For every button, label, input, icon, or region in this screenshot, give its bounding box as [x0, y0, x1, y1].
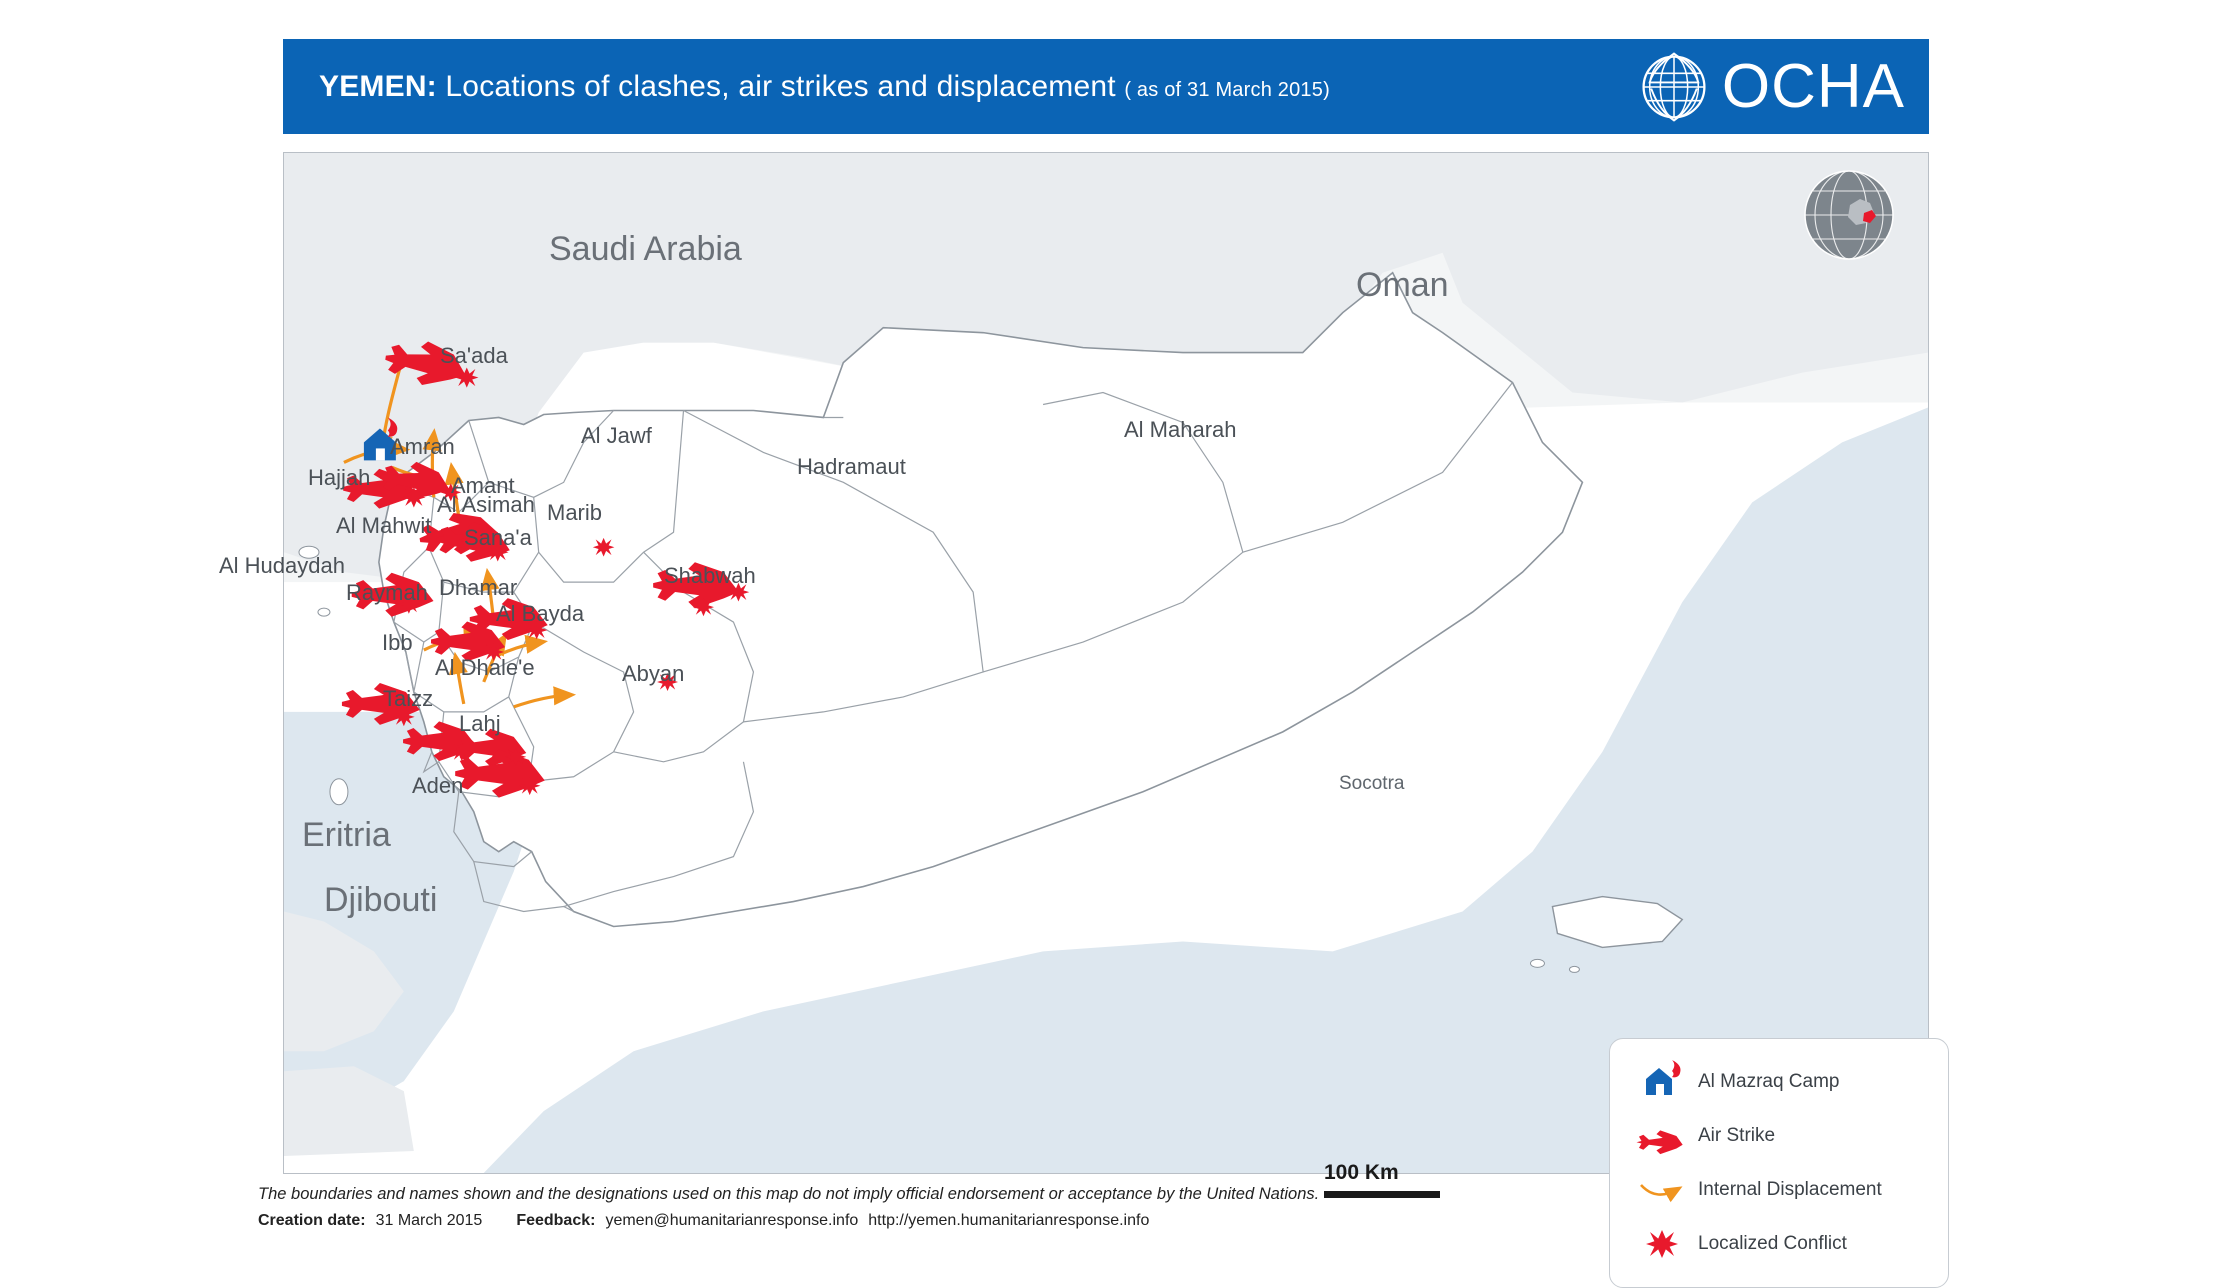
label-al-dhalee: Al Dhale'e	[435, 655, 535, 680]
label-al-jawf: Al Jawf	[581, 423, 652, 448]
ocha-logo	[1636, 49, 1905, 125]
footer-disclaimer: The boundaries and names shown and the designations used on this map do not imply official endorsement or acceptance by the United Nations.	[258, 1185, 1320, 1203]
un-emblem-icon	[1636, 49, 1712, 125]
legend-item-camp[interactable]	[1610, 1055, 1948, 1109]
label-al-mahwit: Al Mahwit	[336, 513, 432, 538]
label-marib: Marib	[547, 500, 603, 525]
label-djibouti: Djibouti	[324, 881, 438, 919]
scale-label: 100 Km	[1324, 1161, 1399, 1184]
feedback-email[interactable]: yemen@humanitarianresponse.info	[605, 1212, 859, 1229]
label-taizz: Taizz	[383, 686, 434, 711]
map-footer	[258, 1185, 1958, 1230]
label-al-bayda: Al Bayda	[496, 601, 585, 626]
legend-label-conflict: Localized Conflict	[1698, 1233, 1847, 1254]
globe-locator-inset	[1790, 161, 1908, 269]
label-sanaa: Sana'a	[464, 525, 532, 550]
title-subtitle: Locations of clashes, air strikes and displacement	[445, 69, 1116, 103]
label-hajjah: Hajjah	[308, 465, 371, 490]
label-raymah: Raymah	[346, 580, 428, 605]
label-saudi-arabia: Saudi Arabia	[549, 230, 742, 268]
feedback-label: Feedback:	[516, 1212, 596, 1229]
map-header	[283, 39, 1929, 134]
globe-icon	[1790, 161, 1908, 269]
label-al-asimah: Al Asimah	[437, 492, 535, 517]
footer-credits	[258, 1212, 1958, 1230]
camp-house-icon	[1636, 1062, 1688, 1102]
label-eritria: Eritria	[302, 816, 391, 854]
label-al-hudaydah: Al Hudaydah	[219, 553, 345, 578]
label-al-maharah: Al Maharah	[1124, 417, 1237, 442]
label-saada: Sa'ada	[440, 343, 508, 368]
legend-label-displacement: Internal Displacement	[1698, 1179, 1882, 1200]
label-aden: Aden	[412, 773, 464, 798]
label-dhamar: Dhamar	[439, 575, 518, 600]
map-legend	[1609, 1038, 1949, 1288]
label-ibb: Ibb	[382, 630, 413, 655]
legend-label-camp: Al Mazraq Camp	[1698, 1071, 1840, 1092]
label-hadramaut: Hadramaut	[797, 454, 906, 479]
legend-label-air-strike: Air Strike	[1698, 1125, 1776, 1146]
legend-item-air-strike[interactable]	[1610, 1109, 1948, 1163]
label-amran: Amran	[390, 434, 455, 459]
map-graphics	[284, 153, 1928, 1173]
label-socotra: Socotra	[1339, 773, 1405, 794]
creation-date-label: Creation date:	[258, 1212, 366, 1229]
title-country: YEMEN:	[319, 69, 437, 103]
air-strike-jet-icon	[1636, 1116, 1688, 1156]
feedback-url[interactable]: http://yemen.humanitarianresponse.info	[868, 1212, 1150, 1229]
label-amant: Amant	[451, 473, 515, 498]
creation-date-value: 31 March 2015	[375, 1212, 483, 1229]
label-lahj: Lahj	[459, 711, 501, 736]
title-as-of: ( as of 31 March 2015)	[1124, 78, 1330, 101]
page-title	[319, 70, 1330, 104]
label-shabwah: Shabwah	[664, 563, 756, 588]
ocha-wordmark: OCHA	[1721, 51, 1905, 121]
label-abyan: Abyan	[622, 661, 685, 686]
conflict-burst-icon	[1636, 1224, 1688, 1264]
label-oman: Oman	[1356, 266, 1449, 304]
